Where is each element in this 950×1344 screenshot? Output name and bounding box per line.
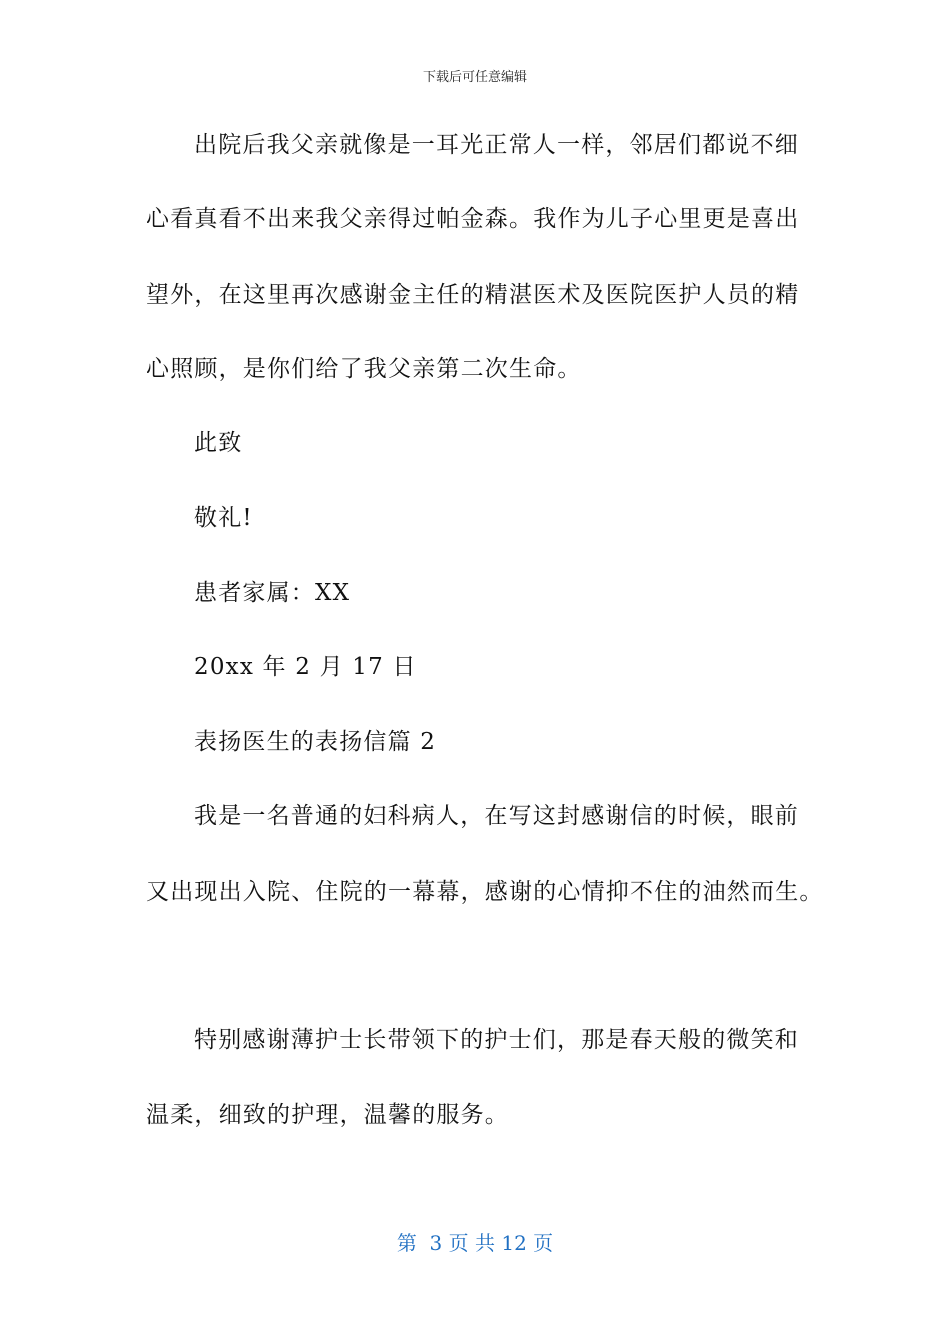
- date-line: 20xx 年 2 月 17 日: [194, 654, 417, 680]
- paragraph-line: 心照顾，是你们给了我父亲第二次生命。: [146, 356, 582, 382]
- paragraph-line: 我是一名普通的妇科病人，在写这封感谢信的时候，眼前: [194, 803, 799, 829]
- signature-line: 患者家属：XX: [194, 580, 351, 606]
- closing-regards: 敬礼!: [194, 505, 253, 531]
- paragraph-line: 又出现出入院、住院的一幕幕，感谢的心情抑不住的油然而生。: [146, 879, 824, 905]
- paragraph-line: 心看真看不出来我父亲得过帕金森。我作为儿子心里更是喜出: [146, 206, 800, 232]
- closing-salutation: 此致: [194, 430, 243, 456]
- page-header-note: 下载后可任意编辑: [422, 70, 527, 85]
- paragraph-line: 出院后我父亲就像是一耳光正常人一样，邻居们都说不细: [194, 132, 799, 158]
- paragraph-line: 特别感谢薄护士长带领下的护士们，那是春天般的微笑和: [194, 1027, 799, 1053]
- page-number-indicator: 第 3 页 共 12 页: [396, 1231, 554, 1255]
- paragraph-line: 望外，在这里再次感谢金主任的精湛医术及医院医护人员的精: [146, 282, 800, 308]
- paragraph-line: 温柔，细致的护理，温馨的服务。: [146, 1102, 509, 1128]
- section-title: 表扬医生的表扬信篇 2: [194, 729, 437, 755]
